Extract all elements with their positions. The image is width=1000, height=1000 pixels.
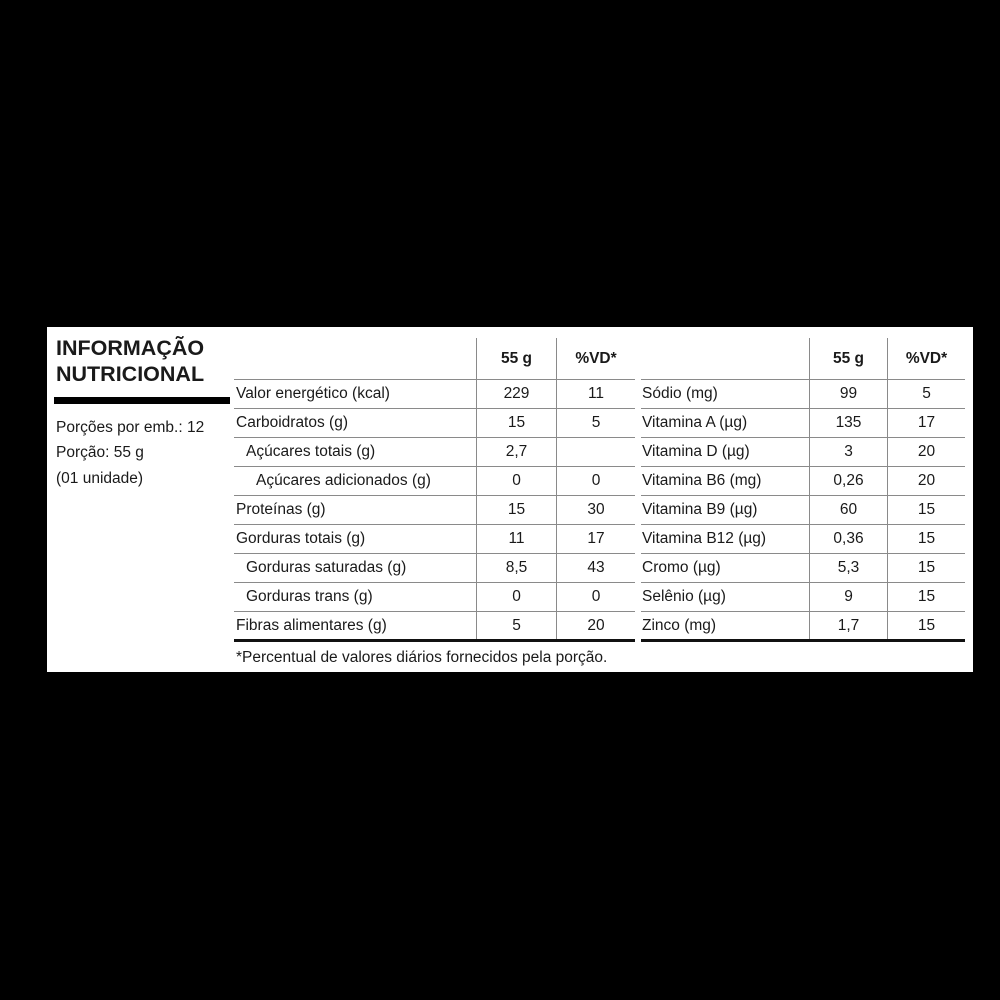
nutrient-label: Gorduras saturadas (g) — [246, 559, 407, 576]
nutrient-amount: 5,3 — [837, 559, 860, 576]
nutrient-dv: 0 — [591, 472, 601, 489]
row-divider — [234, 437, 635, 438]
nutrient-dv: 43 — [587, 559, 605, 576]
row-divider — [234, 408, 635, 409]
nutrient-label: Vitamina D (µg) — [642, 443, 750, 460]
nutrient-dv: 20 — [917, 443, 936, 460]
nutrient-label: Vitamina B9 (µg) — [642, 501, 758, 518]
nutrient-label: Vitamina A (µg) — [642, 414, 748, 431]
nutrient-dv: 20 — [587, 617, 605, 634]
nutrient-dv: 15 — [917, 588, 936, 605]
nutrient-amount: 0 — [512, 472, 521, 489]
nutrient-amount: 229 — [503, 385, 530, 402]
row-divider — [641, 408, 965, 409]
nutrient-label: Sódio (mg) — [642, 385, 718, 402]
nutrient-amount: 99 — [839, 385, 858, 402]
nutrient-amount: 15 — [507, 414, 526, 431]
nutrient-amount: 9 — [844, 588, 853, 605]
row-divider — [234, 611, 635, 612]
row-divider — [641, 495, 965, 496]
nutrient-dv: 17 — [587, 530, 605, 547]
row-divider — [234, 495, 635, 496]
nutrient-dv: 15 — [917, 559, 936, 576]
nutrient-dv: 30 — [587, 501, 605, 518]
nutrient-amount: 2,7 — [505, 443, 528, 460]
nutrient-label: Gorduras totais (g) — [236, 530, 366, 547]
nutrient-label: Vitamina B6 (mg) — [642, 472, 762, 489]
title-line-1: INFORMAÇÃO — [56, 336, 205, 360]
row-divider — [641, 582, 965, 583]
right-dv-header: %VD* — [905, 350, 948, 367]
left-dv-header: %VD* — [575, 350, 617, 367]
nutrient-dv: 15 — [917, 617, 936, 634]
portion-size: Porção: 55 g — [56, 444, 144, 461]
servings-per-pack: Porções por emb.: 12 — [56, 419, 205, 436]
nutrient-amount: 11 — [508, 530, 525, 547]
nutrient-dv: 15 — [917, 501, 936, 518]
nutrient-amount: 8,5 — [505, 559, 528, 576]
nutrient-dv: 15 — [917, 530, 936, 547]
nutrient-amount: 60 — [839, 501, 858, 518]
nutrient-label: Selênio (µg) — [642, 588, 726, 605]
nutrient-amount: 135 — [835, 414, 862, 431]
nutrient-label: Carboidratos (g) — [236, 414, 348, 431]
nutrient-dv: 11 — [587, 385, 605, 402]
row-divider — [641, 553, 965, 554]
nutrient-dv: 5 — [922, 385, 931, 402]
title-underline-bar — [54, 397, 230, 404]
nutrient-label: Fibras alimentares (g) — [236, 617, 387, 634]
row-divider — [234, 524, 635, 525]
row-divider — [234, 379, 635, 380]
nutrient-amount: 5 — [512, 617, 521, 634]
row-divider — [234, 553, 635, 554]
table-bottom-rule — [641, 639, 965, 642]
nutrient-label: Gorduras trans (g) — [246, 588, 373, 605]
nutrient-amount: 0,36 — [833, 530, 864, 547]
row-divider — [234, 582, 635, 583]
nutrient-label: Açúcares totais (g) — [246, 443, 376, 460]
row-divider — [641, 466, 965, 467]
left-amount-header: 55 g — [500, 350, 532, 367]
nutrient-label: Zinco (mg) — [642, 617, 717, 634]
nutrient-amount: 1,7 — [837, 617, 860, 634]
row-divider — [641, 437, 965, 438]
nutrient-label: Valor energético (kcal) — [236, 385, 390, 402]
footnote: *Percentual de valores diários fornecidos pela porção. — [236, 649, 608, 666]
nutrient-amount: 0,26 — [833, 472, 864, 489]
label-title — [56, 335, 204, 387]
nutrient-amount: 3 — [844, 443, 853, 460]
row-divider — [234, 466, 635, 467]
nutrient-dv: 17 — [917, 414, 936, 431]
nutrient-label: Cromo (µg) — [642, 559, 721, 576]
nutrient-label: Vitamina B12 (µg) — [642, 530, 767, 547]
nutrient-label: Açúcares adicionados (g) — [256, 472, 431, 489]
portion-unit: (01 unidade) — [56, 470, 144, 487]
nutrient-dv: 0 — [591, 588, 601, 605]
right-amount-header: 55 g — [832, 350, 864, 367]
nutrient-amount: 15 — [507, 501, 526, 518]
nutrition-facts-panel — [47, 327, 973, 672]
nutrient-label: Proteínas (g) — [236, 501, 326, 518]
row-divider — [641, 379, 965, 380]
nutrient-dv: 5 — [591, 414, 601, 431]
nutrient-amount: 0 — [512, 588, 521, 605]
table-bottom-rule — [234, 639, 635, 642]
row-divider — [641, 524, 965, 525]
nutrient-dv: 20 — [917, 472, 936, 489]
row-divider — [641, 611, 965, 612]
title-line-2: NUTRICIONAL — [56, 362, 205, 386]
